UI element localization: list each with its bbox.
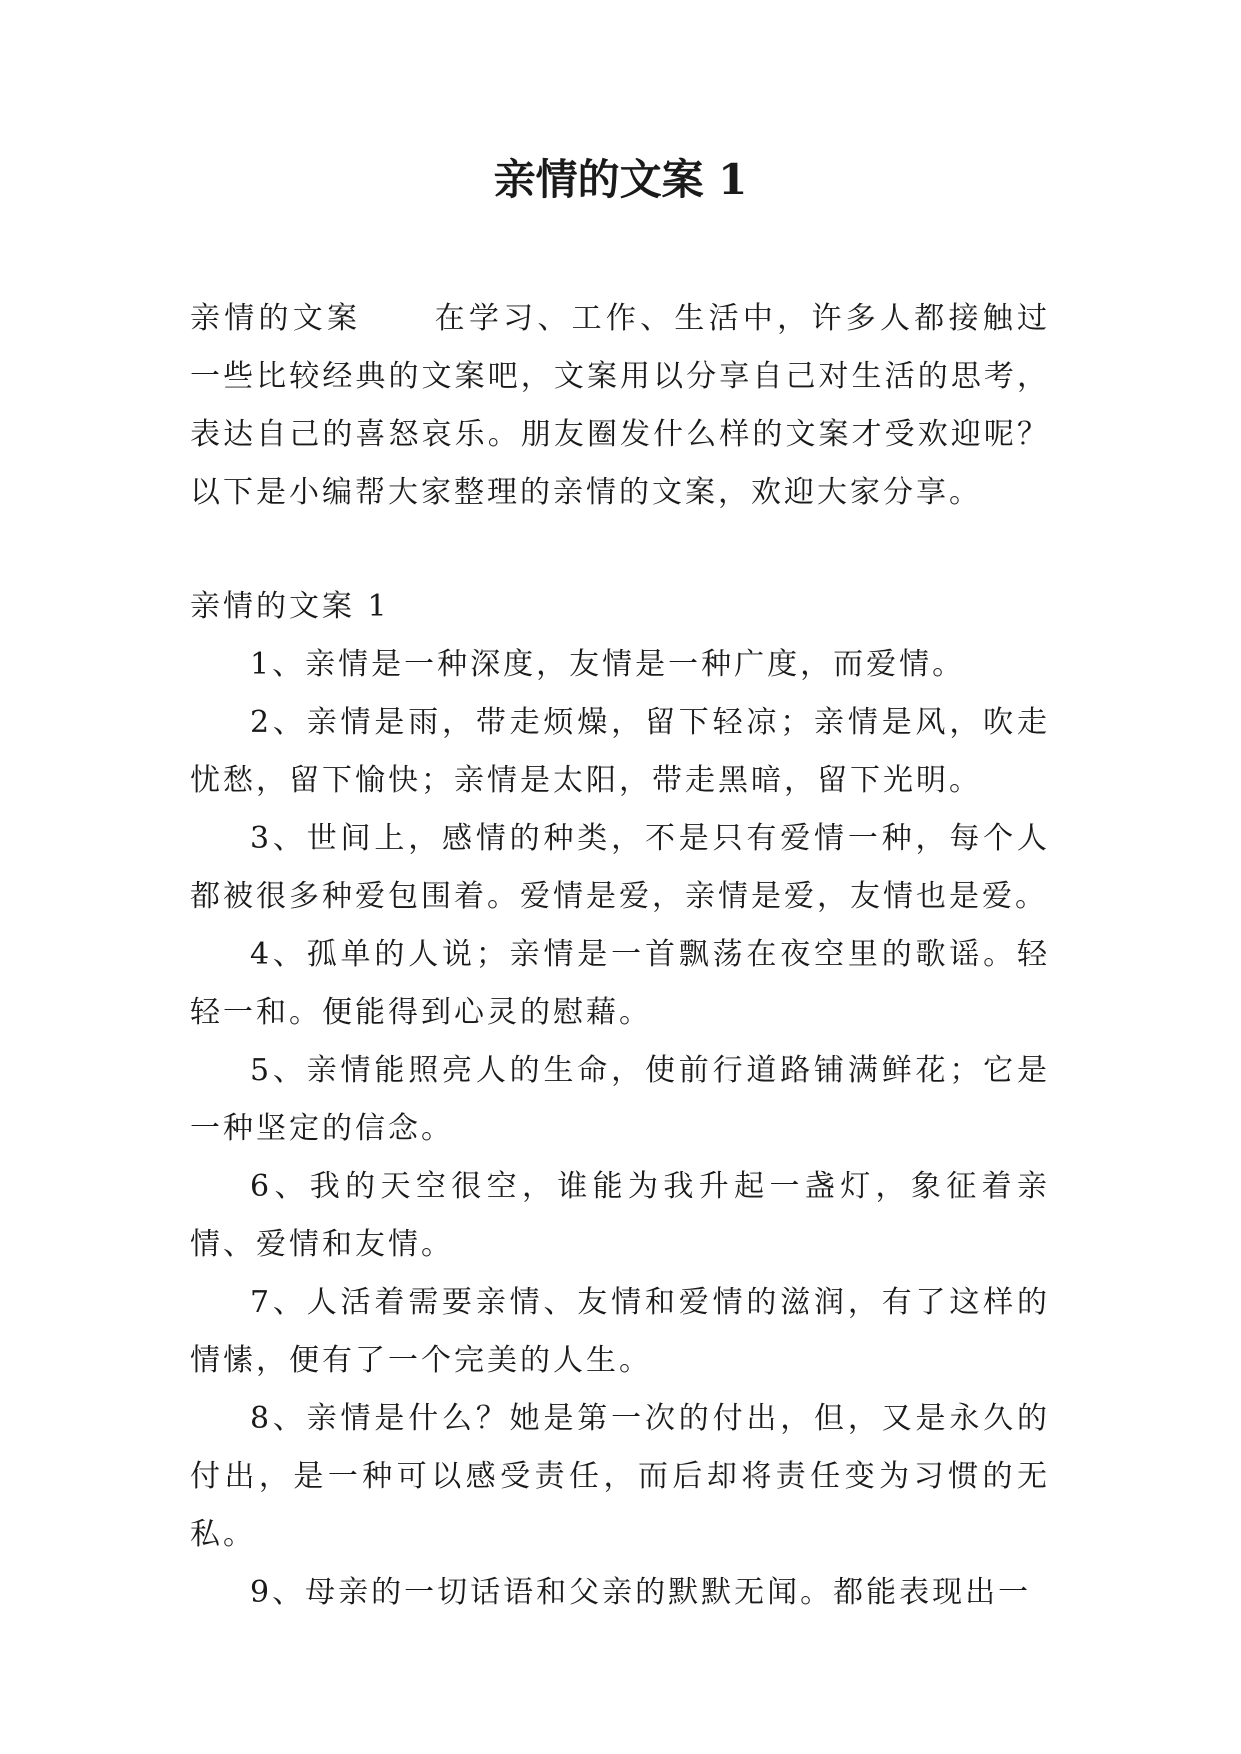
intro-paragraph [190,290,1050,522]
section-heading: 亲情的文案 1 [190,589,390,624]
list-item: 5、亲情能照亮人的生命，使前行道路铺满鲜花；它是一种坚定的信念。 [190,1053,1050,1146]
list-item: 8、亲情是什么？她是第一次的付出，但，又是永久的付出，是一种可以感受责任，而后却将责任变为习惯的无私。 [190,1401,1050,1552]
list-item: 6、我的天空很空，谁能为我升起一盏灯，象征着亲情、爱情和友情。 [190,1169,1050,1262]
intro-text: 在学习、工作、生活中，许多人都接触过一些比较经典的文案吧，文案用以分享自己对生活的思考，表达自己的喜怒哀乐。朋友圈发什么样的文案才受欢迎呢？以下是小编帮大家整理的亲情的文案，欢迎大家分享。 [190,301,1051,510]
document-title: 亲情的文案 1 [493,155,748,204]
item-list [190,636,1050,1622]
list-item: 2、亲情是雨，带走烦燥，留下轻凉；亲情是风，吹走忧愁，留下愉快；亲情是太阳，带走黑暗，留下光明。 [190,705,1050,798]
list-item: 4、孤单的人说；亲情是一首飘荡在夜空里的歌谣。轻轻一和。便能得到心灵的慰藉。 [190,937,1050,1030]
list-item: 7、人活着需要亲情、友情和爱情的滋润，有了这样的情愫，便有了一个完美的人生。 [190,1285,1050,1378]
list-item: 3、世间上，感情的种类，不是只有爱情一种，每个人都被很多种爱包围着。爱情是爱，亲情是爱，友情也是爱。 [190,821,1050,914]
list-item: 1、亲情是一种深度，友情是一种广度，而爱情。 [250,647,966,682]
intro-label: 亲情的文案 [190,301,362,336]
list-item: 9、母亲的一切话语和父亲的默默无闻。都能表现出一 [250,1575,1032,1610]
